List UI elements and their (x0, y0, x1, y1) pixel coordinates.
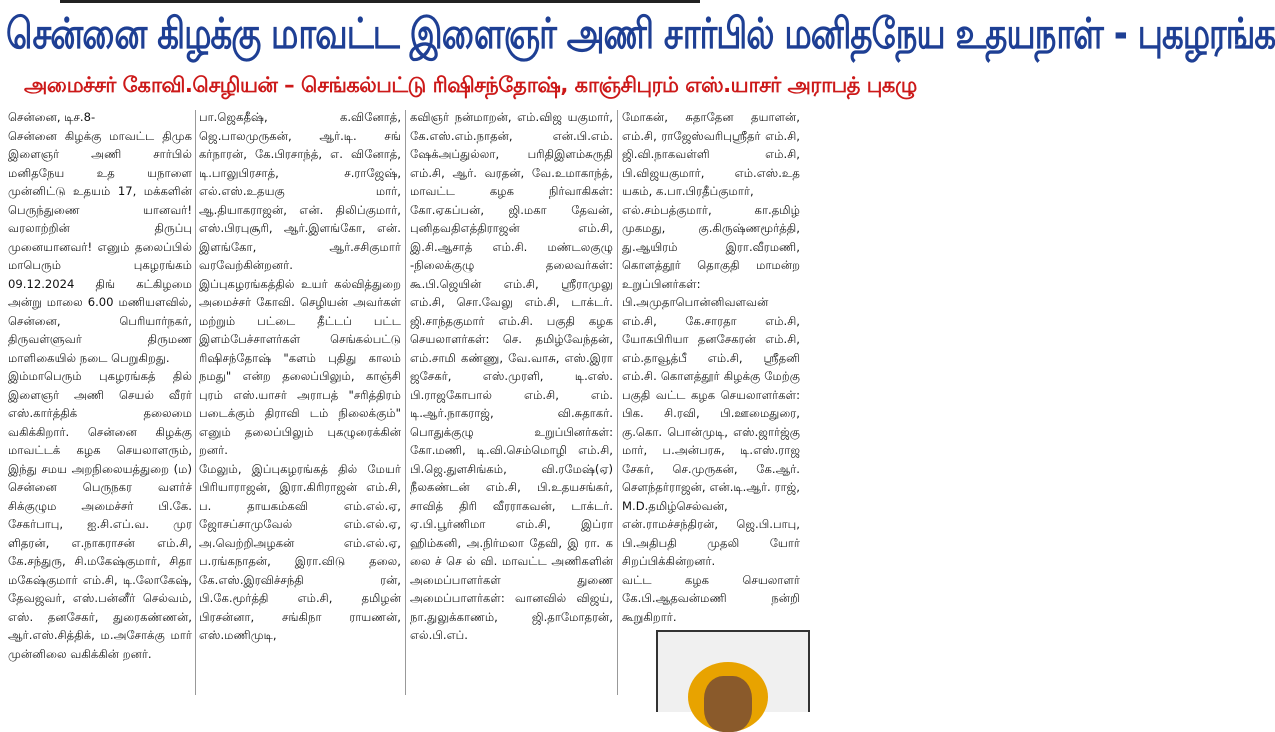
article-body (0, 108, 800, 697)
paragraph: வட்ட கழக செயலாளர் கே.பி.ஆதவன்மணி நன்றி கூறுகிறார். (622, 572, 800, 624)
portrait-figure (704, 676, 752, 732)
paragraph: கவிஞர் நன்மாறன், எம்.விஜ யகுமார், கே.எஸ்.எம்.நாதன், என்.பி.எம். ஷேக்அப்துல்லா, பரிதிஇளம்சுருதி எம்.சி, ஆர். வரதன், வே.உமாகாந்த், மாவட்ட கழக நிர்வாகிகள்: கோ.ஏகப்பன், ஜி.மகா தேவன், புனிதவதிஎத்திராஜன் எம்.சி, இ.சி.ஆசாத் எம்.சி. மண்டலகுழு -நிலைக்குழு தலைவர்கள்: கூ.பி.ஜெயின் எம்.சி, ஸ்ரீராமுலு எம்.சி, சொ.வேலு எம்.சி, டாக்டர். ஜி.சாந்தகுமார் எம்.சி. பகுதி கழக செயலாளர்கள்: செ. தமிழ்வேந்தன், எம்.சாமி கண்ணு, வே.வாசு, எஸ்.இரா ஜசேகர், எஸ்.முரளி, டி.எஸ். பி.ராஜகோபால் எம்.சி, எம். டி.ஆர்.நாகராஜ், வி.சுதாகர். பொதுக்குழு உறுப்பினர்கள்: கோ.மணி, டி.வி.செம்மொழி எம்.சி, பி.ஜெ.துளசிங்கம், வி.ரமேஷ்(ஏ) நீலகண்டன் எம்.சி, பி.உதயசங்கர், சாவித் திரி வீரராகவன், டாக்டர். ஏ.பி.பூர்ணிமா எம்.சி, இப்ரா ஹிம்கனி, அ.நிர்மலா தேவி, இ ரா. க லை ச் செ ல் வி. மாவட்ட அணிகளின் அமைப்பாளர்கள் துணை அமைப்பாளர்கள்: வானவில் விஜய், நா.துலுக்காணம், ஜி.தாமோதரன், எல்.பி.எப். (410, 110, 613, 642)
paragraph: எல்.சம்பத்குமார், கா.தமிழ் முகமது, கு.கிருஷ்ணமூர்த்தி, து.ஆயிரம் இரா.வீரமணி, கொளத்தூர் தொகுதி மாமன்ற உறுப்பினர்கள்: பி.அமுதாபொன்னிவளவன் எம்.சி, கே.சாரதா எம்.சி, யோகபிரியா தனசேகரன் எம்.சி, எம்.தாவூத்பீ எம்.சி, ஸ்ரீதனி எம்.சி. கொளத்தூர் கிழக்கு மேற்கு பகுதி வட்ட கழக செயலாளர்கள்: பிக. சி.ரவி, பி.ஊமைதுரை, கு.கொ. பொன்முடி, எஸ்.ஜார்ஜ்கு மார், ப.அன்பரசு, டி.எஸ்.ராஜ சேகர், செ.முருகன், கே.ஆர். சௌந்தர்ராஜன், என்.டி.ஆர். ராஜ், M.D.தமிழ்செல்வன், என்.ராமச்சந்திரன், ஜெ.பி.பாபு, பி.அதிபதி முதலி யோர் சிறப்பிக்கின்றனர். (622, 202, 800, 568)
paragraph: சென்னை கிழக்கு மாவட்ட திமுக இளைஞர் அணி சார்பில் மனிதநேய உத யநாளை முன்னிட்டு உதயம் 17, மக்களின் பெருந்துணை யானவர்! வரலாற்றின் திருப்பு முனையானவர்! எனும் தலைப்பில் மாபெரும் புகழரங்கம் 09.12.2024 திங் கட்கிழமை அன்று மாலை 6.00 மணியளவில், சென்னை, பெரியார்நகர், திருவள்ளுவர் திருமண மாளிகையில் நடை பெறுகிறது. (8, 128, 192, 365)
dateline: சென்னை, டிச.8- (8, 110, 96, 124)
paragraph: இப்புகழரங்கத்தில் உயர் கல்வித்துறை அமைச்சர் கோவி. செழியன் அவர்கள் மற்றும் பட்டை தீட்டப் பட்ட இளம்பேச்சாளர்கள் செங்கல்பட்டு ரிஷிசந்தோஷ் "களம் புதிது காலம் நமது" என்ற தலைப்பிலும், காஞ்சி புரம் எஸ்.யாசர் அராபத் "சரித்திரம் படைக்கும் திராவி டம் நிலைக்கும்" எனும் தலைப்பிலும் புகழுரைக்கின் றனர். (199, 276, 401, 457)
column-4 (622, 108, 800, 697)
portrait-photo (656, 630, 810, 712)
paragraph: மோகன், சுதாதேன தயாளன், எம்.சி, ராஜேஸ்வரிபுஸ்ரீதர் எம்.சி, ஜி.வி.நாகவள்ளி எம்.சி, பி.விஜயகுமார், எம்.எஸ்.உத யகம், க.பா.பிரதீப்குமார், (622, 110, 800, 198)
paragraph: மேலும், இப்புகழரங்கத் தில் மேயர் பிரியாராஜன், இரா.கிரிராஜன் எம்.சி, ப. தாயகம்கவி எம்.எல்.ஏ, ஜோசப்சாமுவேல் எம்.எல்.ஏ, அ.வெற்றிஅழகன் எம்.எல்.ஏ, ப.ரங்கநாதன், இரா.விடு தலை, கே.எஸ்.இரவிச்சந்தி ரன், பி.கே.மூர்த்தி எம்.சி, தமிழன் பிரசன்னா, சங்கிநா ராயணன், எஸ்.மணிமுடி, (199, 461, 401, 642)
headline: சென்னை கிழக்கு மாவட்ட இளைஞர் அணி சார்பில் மனிதநேய உதயநாள் - புகழரங்க (6, 9, 1275, 59)
paragraph: பா.ஜெகதீஷ், க.வினோத், ஜெ.பாலமுருகன், ஆர்.டி. சங் கர்நாரன், கே.பிரசாந்த், எ. வினோத், டி.பாலுபிரசாத், ச.ராஜேஷ், எல்.எஸ்.உதயகு மார், ஆ.தியாகராஜன், என். திலிப்குமார், எஸ்.பிரபுசூரி, ஆர்.இளங்கோ, என். இளங்கோ, ஆர்.சசிகுமார் வரவேற்கின்றனர். (199, 110, 401, 272)
column-3 (410, 108, 613, 697)
column-1 (8, 108, 192, 697)
paragraph: இம்மாபெரும் புகழரங்கத் தில் இளைஞர் அணி செயல் வீரர் எஸ்.கார்த்திக் தலைமை வகிக்கிறார். சென்னை கிழக்கு மாவட்டக் கழக செயலாளரும், இந்து சமய அறநிலையத்துறை (ம) சென்னை பெருநகர வளர்ச் சிக்குழும அமைச்சர் பி.கே. சேகர்பாபு, ஐ.சி.எப்.வ. முர ளிதரன், எ.நாகராசன் எம்.சி, கே.சந்துரு, சி.மகேஷ்குமார், சிதா மகேஷ்குமார் எம்.சி, டி.லோகேஷ், தேவஜவர், எஸ்.பன்னீர் செல்வம், எஸ். தனசேகர், துரைகண்ணன், ஆர்.எஸ்.சித்திக், ம.அசோக்கு மார் முன்னிலை வகிக்கின் றனர். (8, 369, 192, 661)
column-2 (199, 108, 401, 697)
subheadline: அமைச்சர் கோவி.செழியன் – செங்கல்பட்டு ரிஷிசந்தோஷ், காஞ்சிபுரம் எஸ்.யாசர் அராபத் புகழு (24, 73, 917, 97)
